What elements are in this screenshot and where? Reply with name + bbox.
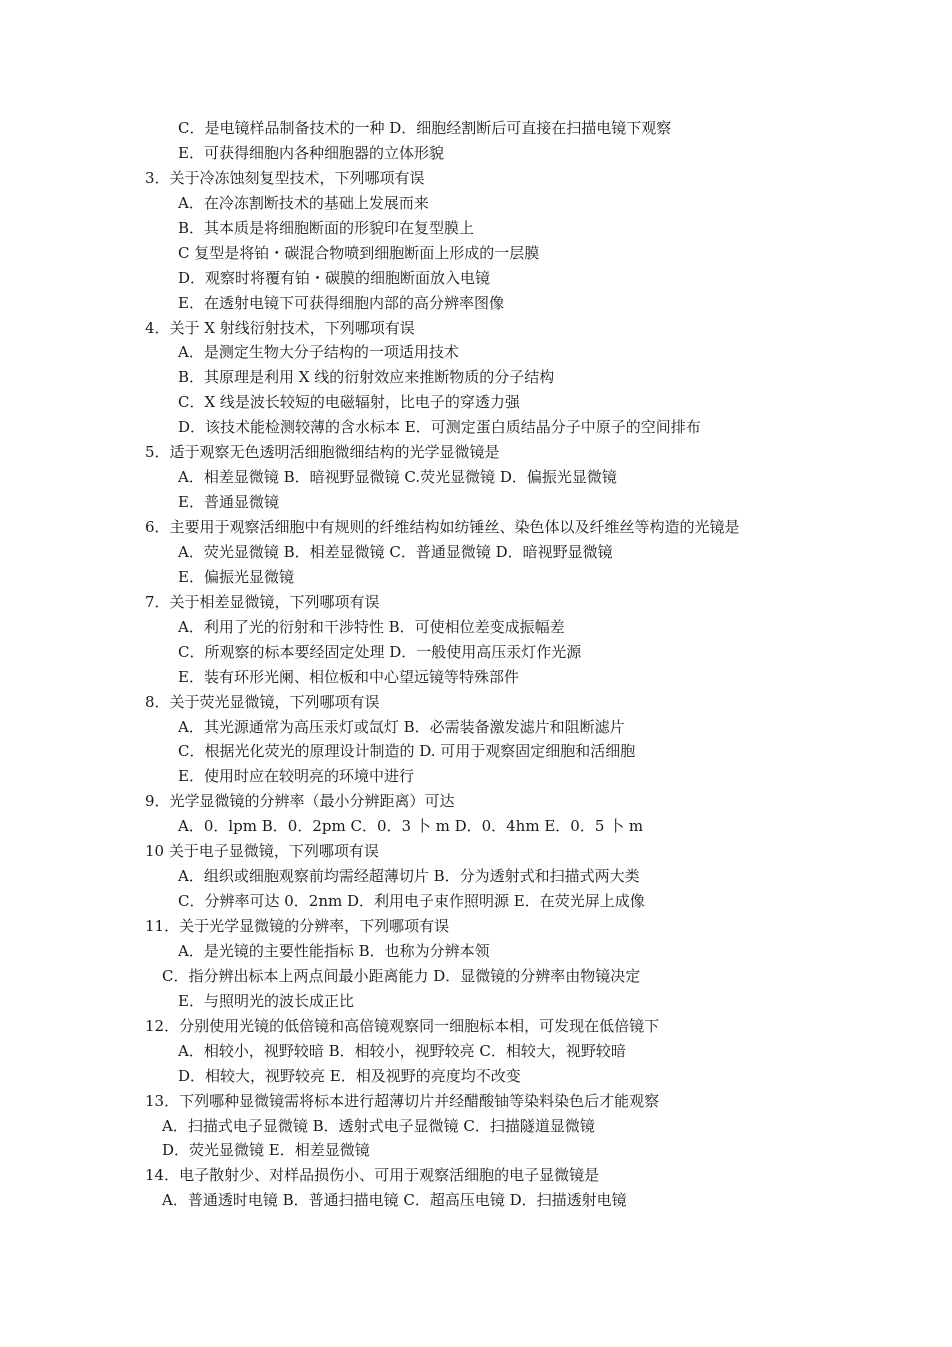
answer-options: E．可获得细胞内各种细胞器的立体形貌 [178, 143, 444, 162]
answer-options: A．是测定生物大分子结构的一项适用技术 [178, 343, 459, 362]
question-stem: 9．光学显微镜的分辨率（最小分辨距离）可达 [145, 792, 455, 811]
document-page [0, 116, 952, 1213]
question-stem: 6．主要用于观察活细胞中有规则的纤维结构如纺锤丝、染色体以及纤维丝等构造的光镜是 [145, 518, 740, 536]
answer-options: E．偏振光显微镜 [178, 567, 294, 586]
answer-options: A．其光源通常为高压汞灯或氙灯 B．必需装备激发滤片和阻断滤片 [178, 717, 625, 736]
answer-options: A．扫描式电子显微镜 B．透射式电子显微镜 C．扫描隧道显微镜 [162, 1116, 595, 1135]
answer-options: B．其本质是将细胞断面的形貌印在复型膜上 [178, 218, 475, 237]
answer-options: A．相差显微镜 B．暗视野显微镜 C.荧光显微镜 D．偏振光显微镜 [178, 468, 617, 487]
answer-options: D．观察时将覆有铂・碳膜的细胞断面放入电镜 [178, 268, 491, 287]
answer-options: A．是光镜的主要性能指标 B．也称为分辨本领 [178, 941, 490, 960]
answer-options: A．利用了光的衍射和干涉特性 B．可使相位差变成振幅差 [178, 617, 565, 636]
answer-options: E．使用时应在较明亮的环境中进行 [178, 767, 414, 786]
answer-options: A．0．lpm B．0．2pm C．0．3 卜 m D．0．4hm E．0．5 卜 m [178, 817, 644, 836]
answer-options: C．指分辨出标本上两点间最小距离能力 D．显微镜的分辨率由物镜决定 [162, 966, 641, 985]
answer-options: C 复型是将铂・碳混合物喷到细胞断面上形成的一层膜 [178, 243, 540, 262]
answer-options: E．与照明光的波长成正比 [178, 991, 354, 1010]
answer-options: A．普通透时电镜 B．普通扫描电镜 C．超高压电镜 D．扫描透射电镜 [162, 1191, 627, 1210]
answer-options: A．组织或细胞观察前均需经超薄切片 B．分为透射式和扫描式两大类 [178, 867, 640, 886]
question-stem: 13．下列哪种显微镜需将标本进行超薄切片并经醋酸铀等染料染色后才能观察 [145, 1091, 660, 1110]
question-stem: 7．关于相差显微镜，下列哪项有误 [145, 592, 380, 611]
answer-options: E．在透射电镜下可获得细胞内部的高分辨率图像 [178, 293, 504, 312]
answer-options: D．相较大，视野较亮 E．相及视野的亮度均不改变 [178, 1066, 521, 1085]
answer-options: A．相较小，视野较暗 B．相较小，视野较亮 C．相较大，视野较暗 [178, 1041, 626, 1060]
answer-options: E．装有环形光阑、相位板和中心望远镜等特殊部件 [178, 667, 519, 686]
answer-options: E．普通显微镜 [178, 493, 279, 512]
question-stem: 10 关于电子显微镜，下列哪项有误 [145, 842, 379, 861]
question-stem: 11．关于光学显微镜的分辨率，下列哪项有误 [145, 917, 450, 935]
question-stem: 5．适于观察无色透明活细胞微细结构的光学显微镜是 [145, 443, 500, 462]
answer-options: C．X 线是波长较短的电磁辐射，比电子的穿透力强 [178, 393, 520, 412]
answer-options: D．该技术能检测较薄的含水标本 E．可测定蛋白质结晶分子中原子的空间排布 [178, 418, 701, 437]
answer-options: C．根据光化荧光的原理设计制造的 D. 可用于观察固定细胞和活细胞 [178, 742, 636, 761]
answer-options: C．分辨率可达 0．2nm D．利用电子束作照明源 E．在荧光屏上成像 [178, 892, 645, 911]
question-stem: 4．关于 X 射线衍射技术，下列哪项有误 [145, 318, 415, 337]
question-stem: 3．关于冷冻蚀刻复型技术，下列哪项有误 [145, 168, 425, 187]
answer-options: C．是电镜样品制备技术的一种 D．细胞经割断后可直接在扫描电镜下观察 [178, 119, 672, 137]
answer-options: C．所观察的标本要经固定处理 D．一般使用高压汞灯作光源 [178, 642, 582, 661]
question-stem: 14．电子散射少、对样品损伤小、可用于观察活细胞的电子显微镜是 [145, 1166, 600, 1185]
question-stem: 12．分别使用光镜的低倍镜和高倍镜观察同一细胞标本相，可发现在低倍镜下 [145, 1016, 660, 1035]
question-stem: 8．关于荧光显微镜，下列哪项有误 [145, 692, 380, 711]
answer-options: A．在冷冻割断技术的基础上发展而来 [178, 193, 429, 212]
answer-options: A．荧光显微镜 B．相差显微镜 C．普通显微镜 D．暗视野显微镜 [178, 542, 613, 561]
answer-options: B．其原理是利用 X 线的衍射效应来推断物质的分子结构 [178, 368, 555, 387]
answer-options: D．荧光显微镜 E．相差显微镜 [162, 1141, 370, 1160]
